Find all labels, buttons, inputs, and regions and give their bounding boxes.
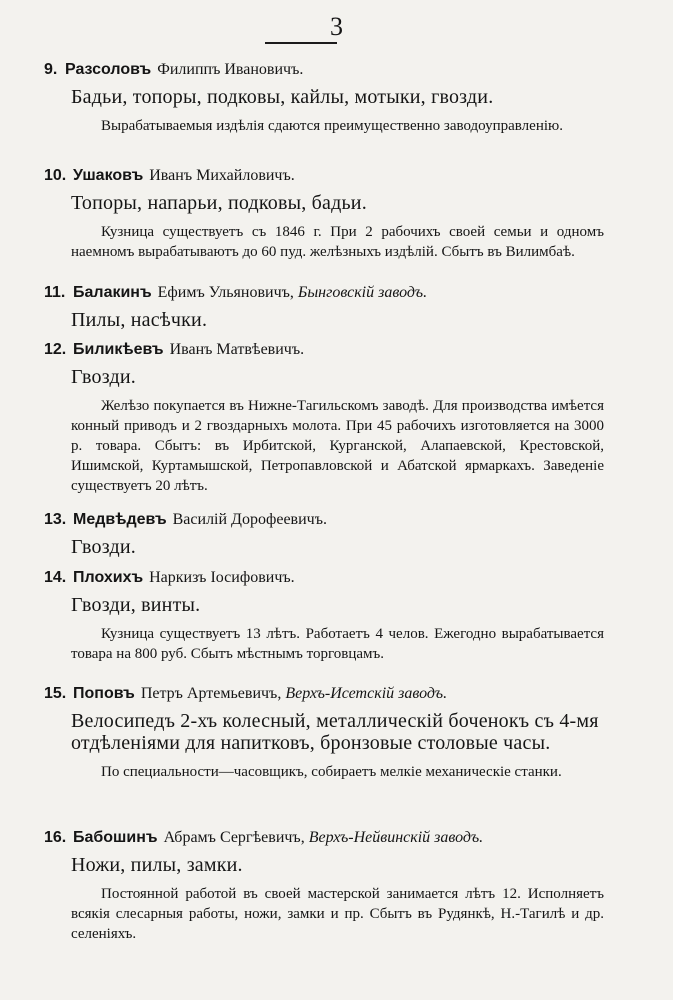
entry-given-name: Иванъ Матвѣевичъ. [169, 341, 305, 358]
entry-given-name: Иванъ Михайловичъ. [149, 167, 295, 184]
entry-13 [44, 510, 604, 558]
entry-heading [44, 568, 604, 588]
entry-heading [44, 283, 604, 303]
entry-products: Гвозди. [71, 536, 136, 558]
entry-given-name: Василій Дорофеевичъ. [172, 511, 327, 528]
entry-description: Постоянной работой въ своей мастерской занимается лѣтъ 12. Исполняетъ всякія слесарныя работы, ножи, замки и пр. Сбытъ въ Рудянкѣ, Н.-Тагилѣ и др. селеніяхъ. [71, 886, 604, 942]
entry-given-name: Ефимъ Ульяновичъ, [157, 284, 294, 301]
entry-surname: Бабошинъ [73, 829, 158, 846]
entry-products: Велосипедъ 2-хъ колесный, металлическій боченокъ съ 4-мя отдѣленіями для напитковъ, бронзовые столовые часы. [71, 710, 599, 754]
entry-surname: Ушаковъ [73, 167, 144, 184]
entry-10 [44, 166, 604, 262]
entry-surname: Плохихъ [73, 569, 144, 586]
entry-9 [44, 60, 604, 136]
entry-products: Бадьи, топоры, подковы, кайлы, мотыки, гвозди. [71, 86, 494, 108]
entry-products: Топоры, напарьи, подковы, бадьи. [71, 192, 367, 214]
entry-11 [44, 283, 604, 331]
entry-place: Бынговскій заводъ. [297, 284, 428, 301]
entry-number: 13. [44, 511, 67, 528]
entry-given-name: Филиппъ Ивановичъ. [157, 61, 304, 78]
entry-number: 15. [44, 685, 67, 702]
entry-given-name: Петръ Артемьевичъ, [140, 685, 282, 702]
entry-15 [44, 684, 604, 782]
entry-surname: Разсоловъ [65, 61, 152, 78]
entry-12 [44, 340, 604, 496]
entry-14 [44, 568, 604, 664]
entry-number: 16. [44, 829, 67, 846]
entry-products: Ножи, пилы, замки. [71, 854, 243, 876]
entry-heading [44, 60, 604, 80]
entry-description: Желѣзо покупается въ Нижне-Тагильскомъ заводѣ. Для производства имѣется конный приводъ и 2 гвоздарныхъ молота. При 45 рабочихъ изготовляется на 3000 р. товара. Сбытъ: въ Ирбитской, Курганской, Алапаевской, Крестовской, Ишимской, Куртамышской, Петропавловской и Абатской ярмаркахъ. Заведеніе существуетъ 20 лѣтъ. [71, 398, 604, 494]
entry-heading [44, 828, 604, 848]
entry-heading [44, 340, 604, 360]
entry-surname: Поповъ [73, 685, 135, 702]
entry-16 [44, 828, 604, 944]
entry-surname: Балакинъ [73, 284, 152, 301]
entry-number: 14. [44, 569, 67, 586]
entry-heading [44, 684, 604, 704]
entry-products: Гвозди. [71, 366, 136, 388]
entry-place: Верхъ-Исетскій заводъ. [285, 685, 448, 702]
entry-heading [44, 166, 604, 186]
entry-given-name: Абрамъ Сергѣевичъ, [163, 829, 305, 846]
entry-products: Гвозди, винты. [71, 594, 201, 616]
entry-number: 10. [44, 167, 67, 184]
entry-number: 11. [44, 284, 66, 301]
entry-products: Пилы, насѣчки. [71, 309, 208, 331]
page-number: 3 [330, 12, 343, 41]
entry-given-name: Наркизъ Іосифовичъ. [149, 569, 295, 586]
entry-surname: Биликѣевъ [73, 341, 164, 358]
entry-surname: Медвѣдевъ [73, 511, 167, 528]
entry-heading [44, 510, 604, 530]
entry-description: Вырабатываемыя издѣлія сдаются преимущественно заводоуправленію. [101, 118, 563, 134]
entry-description: Кузница существуетъ съ 1846 г. При 2 рабочихъ своей семьи и одномъ наемномъ вырабатываютъ до 60 пуд. желѣзныхъ издѣлій. Сбытъ въ Вилимбаѣ. [71, 224, 604, 260]
entry-description: По специальности—часовщикъ, собираетъ мелкіе механическіе станки. [101, 764, 562, 780]
entry-description: Кузница существуетъ 13 лѣтъ. Работаетъ 4 челов. Ежегодно вырабатывается товара на 800 руб. Сбытъ мѣстнымъ торговцамъ. [71, 626, 604, 662]
entry-number: 12. [44, 341, 67, 358]
entry-place: Верхъ-Нейвинскій заводъ. [308, 829, 484, 846]
entry-number: 9. [44, 61, 58, 78]
